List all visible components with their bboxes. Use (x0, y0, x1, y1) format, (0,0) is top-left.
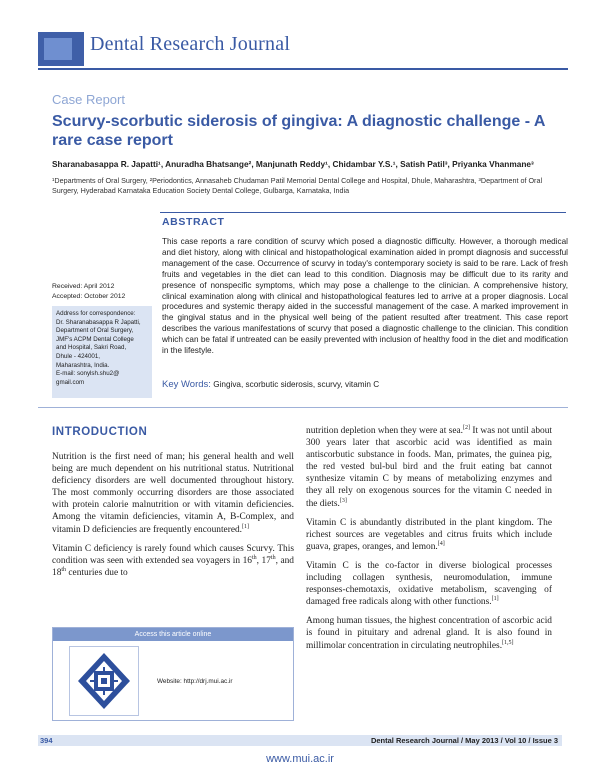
section-divider (38, 407, 568, 408)
correspondence-line: and Hospital, Sakri Road, (56, 344, 127, 352)
article-type: Case Report (52, 92, 125, 107)
paragraph: Vitamin C deficiency is rarely found which causes Scurvy. This condition was seen with extended sea voyagers in 16th, 17th, and 18th centuries due to (52, 543, 294, 578)
abstract-heading: ABSTRACT (162, 216, 225, 228)
introduction-heading: INTRODUCTION (52, 426, 148, 438)
journal-title: Dental Research Journal (90, 33, 291, 55)
footer-url[interactable]: www.mui.ac.ir (266, 753, 334, 765)
authors: Sharanabasappa R. Japatti¹, Anuradha Bhatsange², Manjunath Reddy¹, Chidambar Y.S.¹, Satish Patil³, Priyanka Vhanmane³ (52, 159, 534, 169)
citation[interactable]: [1] (491, 596, 499, 603)
correspondence-heading: Address for correspondence: (56, 310, 136, 317)
header-divider (38, 68, 568, 70)
correspondence-line: JMF's ACPM Dental College (56, 335, 134, 343)
correspondence-line: Dhule - 424001, (56, 352, 101, 360)
access-heading: Access this article online (53, 628, 293, 641)
journal-issue: Dental Research Journal / May 2013 / Vol 10 / Issue 3 (370, 736, 558, 745)
qr-code-icon[interactable] (69, 646, 139, 716)
correspondence-email[interactable]: gmail.com (56, 378, 85, 386)
keywords-label: Key Words: (162, 379, 211, 390)
citation[interactable]: [2] (462, 424, 470, 431)
footer-bar (38, 735, 562, 746)
keywords (162, 379, 568, 390)
paragraph: Vitamin C is abundantly distributed in the plant kingdom. The richest sources are vegetables and citrus fruits which include guava, grapes, oranges, and lemon.[4] (306, 517, 552, 552)
correspondence-line: Maharashtra, India. (56, 361, 110, 369)
citation[interactable]: [3] (339, 497, 347, 504)
website-link[interactable]: Website: http://drj.mui.ac.ir (157, 678, 233, 685)
correspondence-line: Department of Oral Surgery, (56, 327, 134, 335)
accepted-date: Accepted: October 2012 (52, 293, 126, 300)
page-number: 394 (40, 736, 53, 745)
citation[interactable]: [1] (242, 523, 250, 530)
abstract-text: This case reports a rare condition of scurvy which posed a diagnostic difficulty. However, a thorough medical and diet history, along with clinical and histopathological examination aided in prompt diagnosis and successful management of the case. Occurrence of scurvy in today's contemporary society is said to be rare. Lack of fresh fruits and vegetables in the diet can lead to this condition. Diagnosis may be difficult due to its rarity and presence of nonspecific symptoms, which may pose a challenge to the clinician. A comprehensive history, clinical examination along with clinical and histopathological features led to arrive at a proper diagnosis. Local procedures and systemic therapy aided in the successful management of the case. A marked improvement in the gingival status and in the physical well being of the patient resulted after treatment. This case report describes the various manifestations of scurvy that posed a diagnostic challenge to the clinician. This condition which can be fatal if untreated can be easily prevented with inclusion of healthy food in the diet and modification in the lifestyle. (162, 237, 568, 356)
access-online-box (52, 627, 294, 721)
paragraph: Among human tissues, the highest concentration of ascorbic acid is found in pituitary and adrenal gland. It is also found in millimolar concentration in circulating neutrophiles.[1,5] (306, 616, 552, 651)
paragraph: nutrition depletion when they were at sea.[2] It was not until about 300 years later that ascorbic acid was identified as main antiscorbutic substance in foods. Man, primates, the guinea pig, the red vested bul-bul bird and the fruit eating bat cannot synthesize vitamin C by means of metabolizing enzymes and they all rely on exogenous sources for the vitamin C needed in the diets.[3] (306, 424, 553, 509)
journal-logo (38, 32, 84, 66)
correspondence-line: Dr. Sharanabasappa R Japatti, (56, 318, 141, 326)
affiliations: ¹Departments of Oral Surgery, ²Periodontics, Annasaheb Chudaman Patil Memorial Dental College and Hospital, Dhule, Maharashtra, ³Department of Oral Surgery, Hyderabad Karnataka Education Society Dental College, Gulbarga, Karnataka, India (52, 176, 543, 195)
citation[interactable]: [4] (437, 540, 445, 547)
dates (52, 282, 125, 302)
correspondence-box (52, 306, 152, 398)
article-title: Scurvy-scorbutic siderosis of gingiva: A diagnostic challenge - A rare case report (52, 113, 545, 149)
right-column (306, 425, 552, 659)
received-date: Received: April 2012 (52, 283, 115, 290)
citation[interactable]: [1,5] (502, 639, 514, 646)
keywords-value: Gingiva, scorbutic siderosis, scurvy, vitamin C (213, 380, 380, 389)
left-column (52, 451, 294, 586)
paragraph: Vitamin C is the co-factor in diverse biological processes including collagen synthesis, neuromodulation, immune responses-chemotaxis, oxidative metabolism, scavenging of damaged free radicals along with other functions.[1] (306, 560, 552, 608)
abstract-divider (160, 212, 566, 213)
correspondence-email[interactable]: E-mail: sonylsh.shu2@ (56, 370, 120, 378)
paragraph: Nutrition is the first need of man; his general health and well being are much dependent on his nutritional status. Nutritional deficiency disorders are well documented throughout history. The most commonly occurring disorders are those associated with protein calorie malnutrition or with vitamin deficiencies. Among the vitamin deficiencies, vitamin A, B-Complex, and vitamin D deficiencies are frequently encountered.[1] (52, 452, 294, 535)
